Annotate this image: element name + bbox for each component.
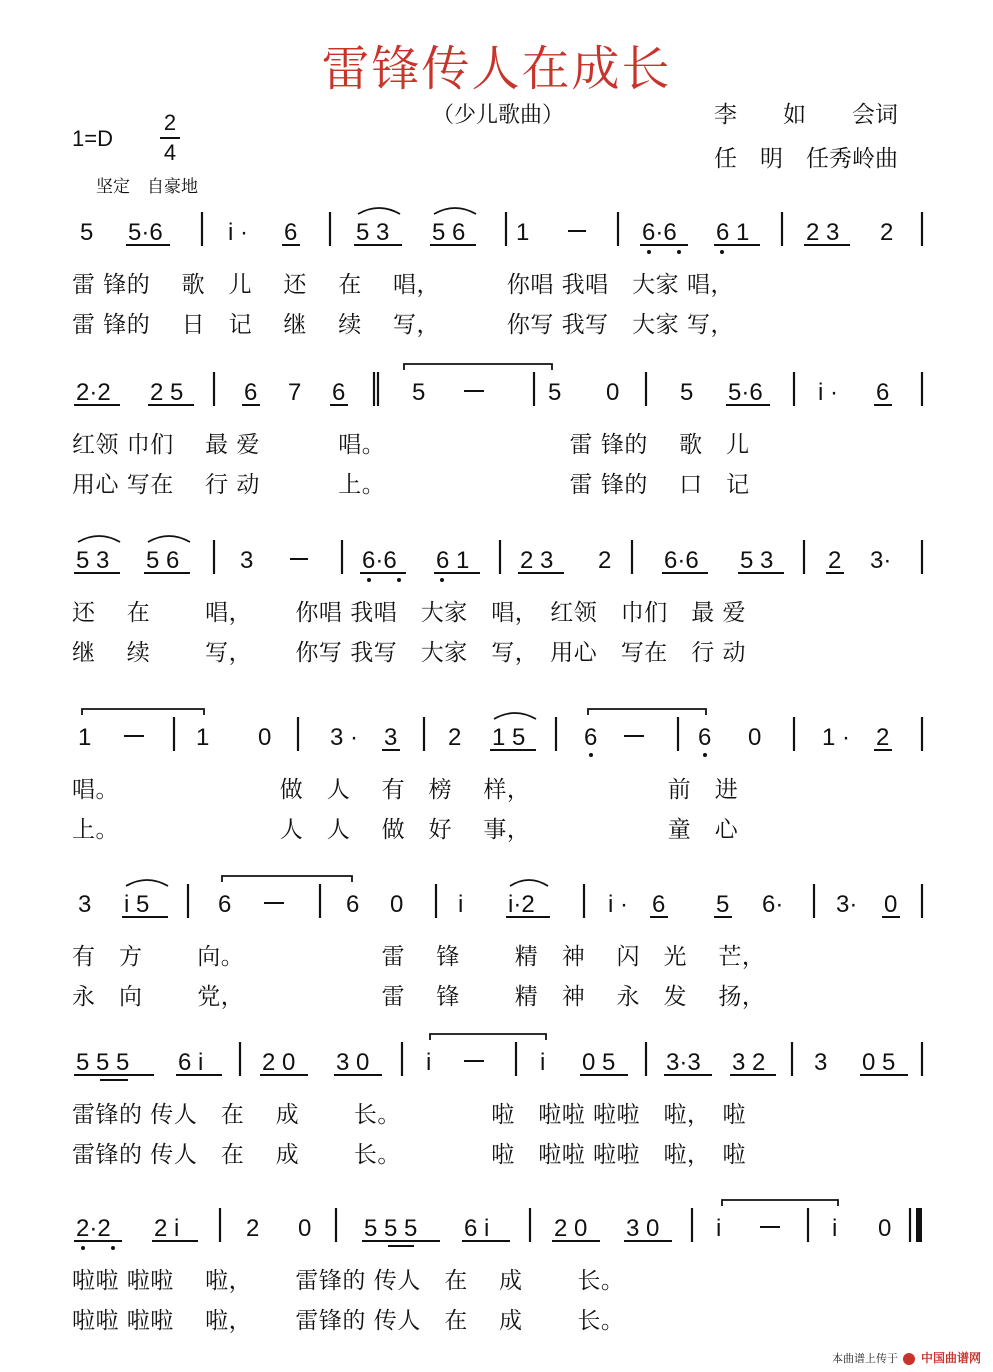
- svg-text:2 5: 2 5: [150, 379, 184, 406]
- svg-text:2: 2: [880, 219, 894, 246]
- tempo-marking: 坚定 自豪地: [96, 177, 198, 197]
- svg-text:1: 1: [78, 724, 92, 751]
- svg-text:5 6: 5 6: [146, 547, 180, 574]
- svg-text:0: 0: [258, 724, 272, 751]
- svg-text:6: 6: [876, 379, 890, 406]
- svg-text:6: 6: [584, 724, 598, 751]
- notation: [74, 1034, 922, 1080]
- score-system-2: [0, 360, 993, 520]
- svg-text:5 3: 5 3: [76, 547, 110, 574]
- svg-text:6: 6: [218, 891, 232, 918]
- svg-text:5 3: 5 3: [356, 219, 390, 246]
- svg-text:5·6: 5·6: [728, 379, 763, 406]
- svg-text:1: 1: [196, 724, 210, 751]
- svg-text:5 6: 5 6: [432, 219, 466, 246]
- staff-line-1: [0, 200, 993, 260]
- lyrics-verse-2: 啦啦 啦啦 啦， 雷锋的 传人 在 成 长。: [72, 1308, 625, 1334]
- svg-text:2: 2: [448, 724, 462, 751]
- svg-text:3 0: 3 0: [626, 1215, 660, 1242]
- source-footer: [832, 1349, 981, 1366]
- svg-text:3·3: 3·3: [666, 1049, 701, 1076]
- svg-text:6 1: 6 1: [436, 547, 470, 574]
- svg-text:i 5: i 5: [124, 891, 150, 918]
- svg-text:3 ·: 3 ·: [330, 724, 359, 751]
- svg-text:3·: 3·: [836, 891, 858, 918]
- score-system-4: [0, 705, 993, 865]
- svg-text:3: 3: [384, 724, 398, 751]
- lyrics-verse-1: 红领 巾们 最 爱 唱。 雷 锋的 歌 儿: [72, 432, 750, 458]
- staff-line-4: [0, 705, 993, 765]
- svg-text:2 3: 2 3: [520, 547, 554, 574]
- svg-text:0: 0: [884, 891, 898, 918]
- svg-text:5 5 5: 5 5 5: [76, 1049, 130, 1076]
- lyrics-verse-1: 还 在 唱， 你唱 我唱 大家 唱， 红领 巾们 最 爱: [72, 600, 747, 626]
- svg-text:i: i: [716, 1215, 722, 1242]
- svg-text:6·: 6·: [762, 891, 784, 918]
- staff-line-2: [0, 360, 993, 420]
- lyrics-verse-2: 用心 写在 行 动 上。 雷 锋的 口 记: [72, 472, 750, 498]
- composer-credit: 任 明 任秀岭曲: [714, 146, 898, 172]
- staff-line-5: [0, 872, 993, 932]
- key-signature: 1=D: [72, 126, 113, 151]
- notation: [74, 364, 922, 406]
- svg-text:0: 0: [878, 1215, 892, 1242]
- svg-text:2·2: 2·2: [76, 1215, 111, 1242]
- svg-text:5: 5: [680, 379, 694, 406]
- score-system-3: [0, 528, 993, 688]
- svg-text:1 ·: 1 ·: [822, 724, 851, 751]
- svg-text:6·6: 6·6: [664, 547, 699, 574]
- svg-text:i ·: i ·: [818, 379, 838, 406]
- svg-text:0: 0: [606, 379, 620, 406]
- song-title: 雷锋传人在成长: [321, 41, 672, 97]
- svg-text:i: i: [458, 891, 464, 918]
- time-signature-top: 2: [163, 110, 177, 135]
- svg-text:2: 2: [828, 547, 842, 574]
- svg-text:6·6: 6·6: [642, 219, 677, 246]
- svg-text:3·: 3·: [870, 547, 892, 574]
- staff-line-6: [0, 1030, 993, 1090]
- svg-text:0: 0: [390, 891, 404, 918]
- svg-text:i ·: i ·: [228, 219, 248, 246]
- svg-text:6 i: 6 i: [464, 1215, 490, 1242]
- svg-text:5: 5: [80, 219, 94, 246]
- site-name[interactable]: 中国曲谱网: [920, 1351, 981, 1365]
- svg-text:5: 5: [412, 379, 426, 406]
- svg-text:3 2: 3 2: [732, 1049, 766, 1076]
- svg-text:i: i: [832, 1215, 838, 1242]
- notation: [78, 876, 922, 918]
- svg-text:5: 5: [716, 891, 730, 918]
- svg-text:3: 3: [78, 891, 92, 918]
- notation: [78, 709, 922, 757]
- svg-text:2 0: 2 0: [554, 1215, 588, 1242]
- staff-line-3: [0, 528, 993, 588]
- svg-text:6: 6: [652, 891, 666, 918]
- svg-text:5 3: 5 3: [740, 547, 774, 574]
- site-logo-icon: [903, 1353, 915, 1365]
- upload-note: 本曲谱上传于: [831, 1352, 898, 1365]
- svg-text:2 0: 2 0: [262, 1049, 296, 1076]
- lyrics-verse-2: 继 续 写， 你写 我写 大家 写， 用心 写在 行 动: [72, 640, 747, 666]
- svg-text:6 i: 6 i: [178, 1049, 204, 1076]
- svg-text:i·2: i·2: [508, 891, 535, 918]
- svg-text:5: 5: [548, 379, 562, 406]
- score-system-6: [0, 1030, 993, 1190]
- svg-text:3 0: 3 0: [336, 1049, 370, 1076]
- svg-text:6: 6: [332, 379, 346, 406]
- svg-text:2: 2: [246, 1215, 260, 1242]
- svg-text:3: 3: [240, 547, 254, 574]
- svg-text:i ·: i ·: [608, 891, 628, 918]
- svg-text:6: 6: [698, 724, 712, 751]
- notation: [80, 208, 922, 254]
- score-system-5: [0, 872, 993, 1032]
- svg-text:2: 2: [876, 724, 890, 751]
- song-subtitle: （少儿歌曲）: [432, 103, 565, 128]
- lyrics-verse-1: 雷 锋的 歌 儿 还 在 唱， 你唱 我唱 大家 唱，: [72, 272, 734, 298]
- svg-text:2 3: 2 3: [806, 219, 840, 246]
- lyricist-credit: 李 如 会词: [714, 102, 898, 128]
- svg-text:6·6: 6·6: [362, 547, 397, 574]
- svg-text:1 5: 1 5: [492, 724, 526, 751]
- svg-text:2: 2: [598, 547, 612, 574]
- notation: [74, 536, 922, 582]
- svg-text:5 5 5: 5 5 5: [364, 1215, 418, 1242]
- lyrics-verse-2: 雷锋的 传人 在 成 长。 啦 啦啦 啦啦 啦， 啦: [72, 1142, 747, 1168]
- lyrics-verse-2: 雷 锋的 日 记 继 续 写， 你写 我写 大家 写，: [72, 312, 734, 338]
- svg-text:0: 0: [298, 1215, 312, 1242]
- svg-text:i: i: [540, 1049, 546, 1076]
- time-signature-line: [160, 137, 180, 139]
- svg-text:6 1: 6 1: [716, 219, 750, 246]
- svg-text:i: i: [426, 1049, 432, 1076]
- svg-text:6: 6: [244, 379, 258, 406]
- lyrics-verse-1: 雷锋的 传人 在 成 长。 啦 啦啦 啦啦 啦， 啦: [72, 1102, 747, 1128]
- notation: [74, 1200, 922, 1250]
- svg-text:5·6: 5·6: [128, 219, 163, 246]
- lyrics-verse-2: 永 向 党， 雷 锋 精 神 永 发 扬，: [72, 984, 766, 1010]
- svg-text:2·2: 2·2: [76, 379, 111, 406]
- svg-text:6: 6: [346, 891, 360, 918]
- svg-text:0: 0: [748, 724, 762, 751]
- svg-text:2 i: 2 i: [154, 1215, 180, 1242]
- svg-text:3: 3: [814, 1049, 828, 1076]
- svg-text:6: 6: [284, 219, 298, 246]
- lyrics-verse-2: 上。 人 人 做 好 事， 童 心: [72, 817, 739, 843]
- svg-text:7: 7: [288, 379, 302, 406]
- svg-text:0 5: 0 5: [582, 1049, 616, 1076]
- svg-text:0 5: 0 5: [862, 1049, 896, 1076]
- time-signature: [158, 110, 182, 166]
- lyrics-verse-1: 有 方 向。 雷 锋 精 神 闪 光 芒，: [72, 944, 766, 970]
- svg-text:1: 1: [516, 219, 530, 246]
- score-system-7: [0, 1196, 993, 1356]
- lyrics-verse-1: 唱。 做 人 有 榜 样， 前 进: [72, 777, 739, 803]
- staff-line-7: [0, 1196, 993, 1256]
- time-signature-bottom: 4: [163, 140, 177, 165]
- lyrics-verse-1: 啦啦 啦啦 啦， 雷锋的 传人 在 成 长。: [72, 1268, 625, 1294]
- score-system-1: [0, 200, 993, 360]
